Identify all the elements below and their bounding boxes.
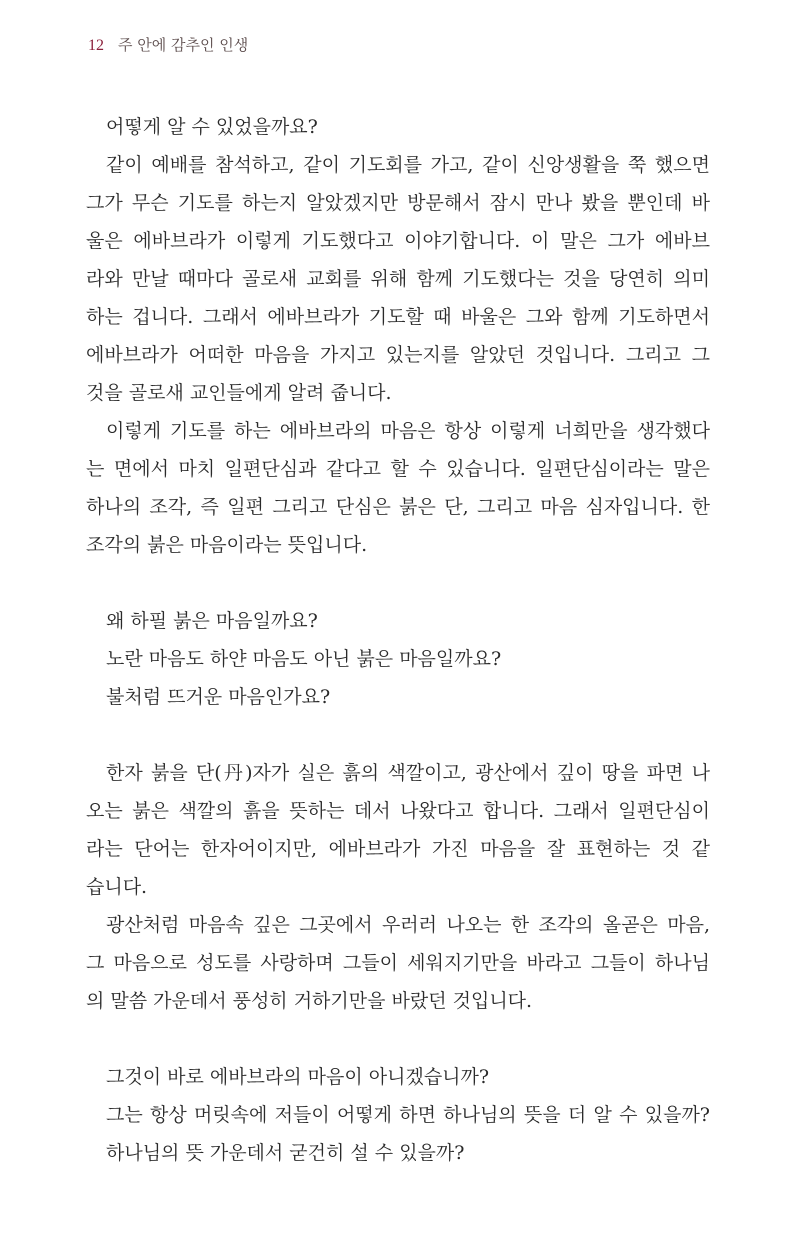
text-line: 같이 예배를 참석하고, 같이 기도회를 가고, 같이 신앙생활을 쭉 했으면 [106, 154, 710, 176]
text-line: 조각의 붉은 마음이라는 뜻입니다. [86, 534, 368, 556]
text-line: 불처럼 뜨거운 마음인가요? [106, 686, 331, 708]
text-line: 라와 만날 때마다 골로새 교회를 위해 함께 기도했다는 것을 당연히 의미 [86, 268, 710, 290]
text-line: 그 마음으로 성도를 사랑하며 그들이 세워지기만을 바라고 그들이 하나님 [86, 952, 710, 974]
text-line: 울은 에바브라가 이렇게 기도했다고 이야기합니다. 이 말은 그가 에바브 [86, 230, 710, 252]
paragraph-gap [86, 1020, 710, 1058]
text-line: 의 말씀 가운데서 풍성히 거하기만을 바랐던 것입니다. [86, 990, 533, 1012]
text-line: 한자 붉을 단(丹)자가 실은 흙의 색깔이고, 광산에서 깊이 땅을 파면 나 [106, 762, 710, 784]
paragraph-gap [86, 716, 710, 754]
running-title: 주 안에 감추인 인생 [118, 36, 249, 54]
text-line: 오는 붉은 색깔의 흙을 뜻하는 데서 나왔다고 합니다. 그래서 일편단심이 [86, 800, 710, 822]
text-line: 이렇게 기도를 하는 에바브라의 마음은 항상 이렇게 너희만을 생각했다 [106, 420, 710, 442]
paragraph-gap [86, 564, 710, 602]
text-line: 어떻게 알 수 있었을까요? [106, 116, 318, 138]
text-line: 에바브라가 어떠한 마음을 가지고 있는지를 알았던 것입니다. 그리고 그 [86, 344, 710, 366]
text-line: 그는 항상 머릿속에 저들이 어떻게 하면 하나님의 뜻을 더 알 수 있을까? [106, 1104, 710, 1126]
text-line: 하는 겁니다. 그래서 에바브라가 기도할 때 바울은 그와 함께 기도하면서 [86, 306, 710, 328]
text-line: 광산처럼 마음속 깊은 그곳에서 우러러 나오는 한 조각의 올곧은 마음, [106, 914, 710, 936]
text-line: 노란 마음도 하얀 마음도 아닌 붉은 마음일까요? [106, 648, 502, 670]
text-line: 그가 무슨 기도를 하는지 알았겠지만 방문해서 잠시 만나 봤을 뿐인데 바 [86, 192, 710, 214]
text-line: 습니다. [86, 876, 148, 898]
text-line: 라는 단어는 한자어이지만, 에바브라가 가진 마음을 잘 표현하는 것 같 [86, 838, 710, 860]
running-header [88, 34, 248, 55]
text-line: 하나의 조각, 즉 일편 그리고 단심은 붉은 단, 그리고 마음 심자입니다. 한 [86, 496, 710, 518]
body-text [86, 108, 710, 1172]
text-line: 그것이 바로 에바브라의 마음이 아니겠습니까? [106, 1066, 490, 1088]
page-number: 12 [88, 37, 104, 54]
text-line: 하나님의 뜻 가운데서 굳건히 설 수 있을까? [106, 1142, 465, 1164]
text-line: 왜 하필 붉은 마음일까요? [106, 610, 318, 632]
text-line: 것을 골로새 교인들에게 알려 줍니다. [86, 382, 392, 404]
text-line: 는 면에서 마치 일편단심과 같다고 할 수 있습니다. 일편단심이라는 말은 [86, 458, 710, 480]
